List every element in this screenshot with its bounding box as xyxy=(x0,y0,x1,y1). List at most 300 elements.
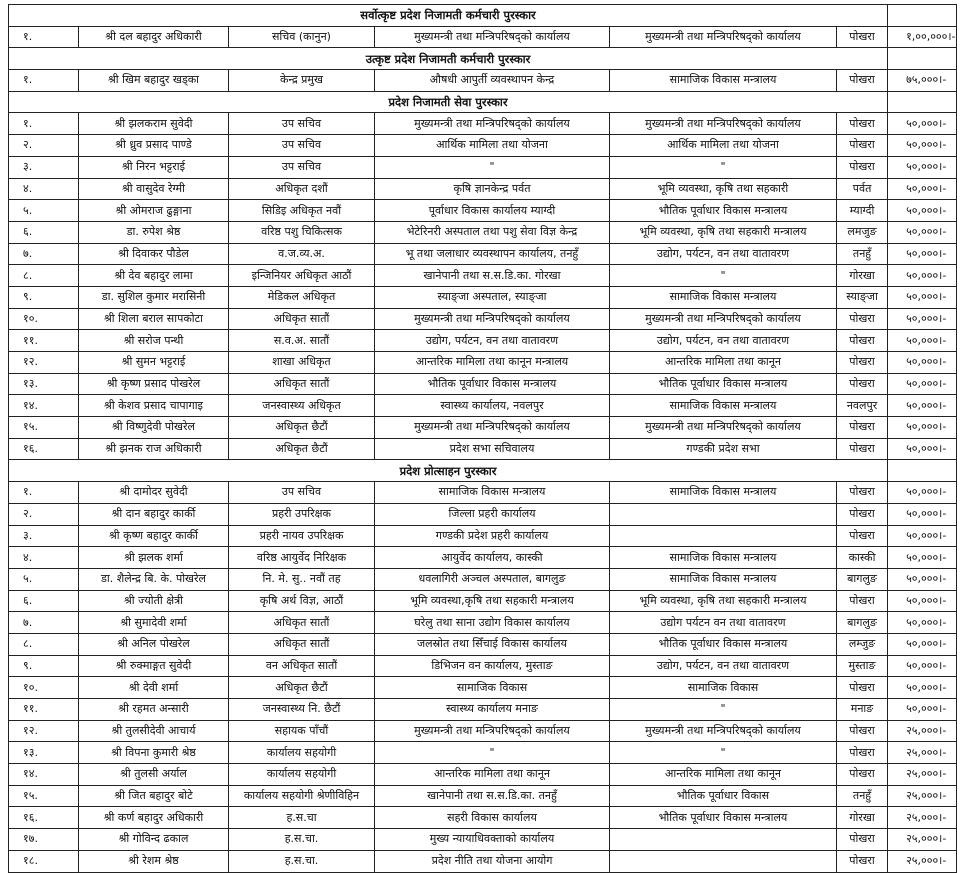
serial-number-cell: १८. xyxy=(9,850,79,872)
serial-number-cell: १. xyxy=(9,26,79,48)
serial-number-cell: ८. xyxy=(9,265,79,287)
office-cell: प्रदेश सभा सचिवालय xyxy=(375,438,610,460)
ministry-cell: सामाजिक विकास मन्त्रालय xyxy=(610,395,837,417)
ministry-cell: उद्योग, पर्यटन, वन तथा वातावरण xyxy=(610,330,837,352)
name-cell: श्री कृष्ण प्रसाद पोखरेल xyxy=(79,373,229,395)
location-cell: बागलुङ xyxy=(837,612,888,634)
name-cell: श्री झलक शर्मा xyxy=(79,547,229,569)
office-cell: स्वास्थ्य कार्यालय मनाङ xyxy=(375,699,610,721)
amount-cell: ५०,०००।- xyxy=(888,178,957,200)
table-row xyxy=(9,417,957,439)
amount-cell: ७५,०००।- xyxy=(888,70,957,92)
name-cell: श्री ज्योती क्षेत्री xyxy=(79,590,229,612)
location-cell: पोखरा xyxy=(837,135,888,157)
office-cell: सामाजिक विकास मन्त्रालय xyxy=(375,482,610,504)
ministry-cell: " xyxy=(610,156,837,178)
serial-number-cell: २. xyxy=(9,503,79,525)
location-cell: पोखरा xyxy=(837,482,888,504)
serial-number-cell: १०. xyxy=(9,308,79,330)
location-cell: पोखरा xyxy=(837,720,888,742)
ministry-cell: मुख्यमन्त्री तथा मन्त्रिपरिषद्को कार्यालय xyxy=(610,417,837,439)
serial-number-cell: ५. xyxy=(9,200,79,222)
amount-cell: ५०,०००।- xyxy=(888,525,957,547)
table-row xyxy=(9,525,957,547)
office-cell: धवलागिरी अञ्चल अस्पताल, बागलुङ xyxy=(375,568,610,590)
ministry-cell: मुख्यमन्त्री तथा मन्त्रिपरिषद्को कार्यालय xyxy=(610,113,837,135)
ministry-cell: आर्थिक मामिला तथा योजना xyxy=(610,135,837,157)
table-row xyxy=(9,807,957,829)
name-cell: श्री जित बहादुर बोटे xyxy=(79,785,229,807)
ministry-cell xyxy=(610,503,837,525)
serial-number-cell: ६. xyxy=(9,590,79,612)
name-cell: श्री ओमराज ढुङ्गाना xyxy=(79,200,229,222)
office-cell: घरेलु तथा साना उद्योग विकास कार्यालय xyxy=(375,612,610,634)
position-cell: अधिकृत छैटौं xyxy=(229,417,375,439)
table-row xyxy=(9,785,957,807)
name-cell: श्री सुमन भट्टराई xyxy=(79,352,229,374)
serial-number-cell: १३. xyxy=(9,742,79,764)
serial-number-cell: १६. xyxy=(9,807,79,829)
table-row xyxy=(9,135,957,157)
location-cell: पोखरा xyxy=(837,742,888,764)
amount-cell: ५०,०००।- xyxy=(888,135,957,157)
location-cell: पोखरा xyxy=(837,850,888,872)
table-row xyxy=(9,178,957,200)
office-cell: आर्थिक मामिला तथा योजना xyxy=(375,135,610,157)
position-cell: सिडिइ अधिकृत नवौं xyxy=(229,200,375,222)
position-cell: उप सचिव xyxy=(229,482,375,504)
serial-number-cell: १६. xyxy=(9,438,79,460)
name-cell: श्री रहमत अन्सारी xyxy=(79,699,229,721)
amount-cell: ५०,०००।- xyxy=(888,395,957,417)
ministry-cell: भौतिक पूर्वाधार विकास xyxy=(610,785,837,807)
name-cell: श्री कृष्ण बहादुर कार्की xyxy=(79,525,229,547)
office-cell: भौतिक पूर्वाधार विकास मन्त्रालय xyxy=(375,373,610,395)
amount-cell: ५०,०००।- xyxy=(888,286,957,308)
office-cell: भूमि व्यवस्था,कृषि तथा सहकारी मन्त्रालय xyxy=(375,590,610,612)
name-cell: श्री रेशम श्रेष्ठ xyxy=(79,850,229,872)
office-cell: सहरी विकास कार्यालय xyxy=(375,807,610,829)
position-cell: स.व.अ. सातौं xyxy=(229,330,375,352)
name-cell: श्री ध्रुव प्रसाद पाण्डे xyxy=(79,135,229,157)
office-cell: औषधी आपुर्ती व्यवस्थापन केन्द्र xyxy=(375,70,610,92)
amount-cell: २५,०००।- xyxy=(888,829,957,851)
location-cell: पोखरा xyxy=(837,590,888,612)
office-cell: उद्योग, पर्यटन, वन तथा वातावरण xyxy=(375,330,610,352)
amount-cell: ५०,०००।- xyxy=(888,612,957,634)
table-row xyxy=(9,612,957,634)
position-cell: कार्यालय सहयोगी xyxy=(229,742,375,764)
ministry-cell: भूमि व्यवस्था, कृषि तथा सहकारी मन्त्रालय xyxy=(610,590,837,612)
name-cell: श्री झलकराम सुवेदी xyxy=(79,113,229,135)
table-row xyxy=(9,243,957,265)
name-cell: श्री तुलसीदेवी आचार्य xyxy=(79,720,229,742)
ministry-cell: " xyxy=(610,265,837,287)
name-cell: डा. शैलेन्द्र बि. के. पोखरेल xyxy=(79,568,229,590)
ministry-cell: सामाजिक विकास मन्त्रालय xyxy=(610,70,837,92)
office-cell: कृषि ज्ञानकेन्द्र पर्वत xyxy=(375,178,610,200)
ministry-cell: " xyxy=(610,742,837,764)
table-row xyxy=(9,764,957,786)
office-cell: " xyxy=(375,742,610,764)
name-cell: श्री सरोज पन्थी xyxy=(79,330,229,352)
ministry-cell: भौतिक पूर्वाधार विकास मन्त्रालय xyxy=(610,633,837,655)
location-cell: पोखरा xyxy=(837,829,888,851)
amount-cell: ५०,०००।- xyxy=(888,243,957,265)
office-cell: मुख्य न्यायाधिवक्ताको कार्यालय xyxy=(375,829,610,851)
serial-number-cell: १. xyxy=(9,113,79,135)
table-row xyxy=(9,633,957,655)
office-cell: स्वास्थ्य कार्यालय, नवलपुर xyxy=(375,395,610,417)
section-header-row xyxy=(9,5,957,27)
position-cell: सहायक पाँचौं xyxy=(229,720,375,742)
section-title: प्रदेश प्रोत्साहन पुरस्कार xyxy=(9,460,888,482)
table-row xyxy=(9,156,957,178)
location-cell: पोखरा xyxy=(837,677,888,699)
amount-cell: ५०,०००।- xyxy=(888,655,957,677)
ministry-cell: मुख्यमन्त्री तथा मन्त्रिपरिषद्को कार्यालय xyxy=(610,26,837,48)
name-cell: श्री अनिल पोखरेल xyxy=(79,633,229,655)
table-row xyxy=(9,286,957,308)
location-cell: तनहुँ xyxy=(837,785,888,807)
ministry-cell xyxy=(610,525,837,547)
position-cell: उप सचिव xyxy=(229,113,375,135)
serial-number-cell: ३. xyxy=(9,525,79,547)
serial-number-cell: १७. xyxy=(9,829,79,851)
amount-cell: ५०,०००।- xyxy=(888,265,957,287)
amount-cell: २५,०००।- xyxy=(888,807,957,829)
name-cell: श्री केशव प्रसाद चापागाइ xyxy=(79,395,229,417)
serial-number-cell: १. xyxy=(9,70,79,92)
award-table-body xyxy=(9,5,957,873)
serial-number-cell: १४. xyxy=(9,764,79,786)
office-cell: पूर्वाधार विकास कार्यालय म्याग्दी xyxy=(375,200,610,222)
position-cell: शाखा अधिकृत xyxy=(229,352,375,374)
ministry-cell: सामाजिक विकास मन्त्रालय xyxy=(610,568,837,590)
location-cell: मनाङ xyxy=(837,699,888,721)
position-cell: कार्यालय सहयोगी श्रेणीविहिन xyxy=(229,785,375,807)
name-cell: श्री दल बहादुर अधिकारी xyxy=(79,26,229,48)
section-title: सर्वोत्कृष्ट प्रदेश निजामती कर्मचारी पुरस्कार xyxy=(9,5,888,27)
ministry-cell: भौतिक पूर्वाधार विकास मन्त्रालय xyxy=(610,807,837,829)
serial-number-cell: ११. xyxy=(9,330,79,352)
table-row xyxy=(9,26,957,48)
table-row xyxy=(9,482,957,504)
office-cell: प्रदेश नीति तथा योजना आयोग xyxy=(375,850,610,872)
name-cell: श्री सुमादेवी शर्मा xyxy=(79,612,229,634)
name-cell: श्री दामोदर सुवेदी xyxy=(79,482,229,504)
ministry-cell: आन्तरिक मामिला तथा कानून xyxy=(610,352,837,374)
section-title: प्रदेश निजामती सेवा पुरस्कार xyxy=(9,91,888,113)
amount-cell: ५०,०००।- xyxy=(888,221,957,243)
location-cell: बागलुङ xyxy=(837,568,888,590)
location-cell: पोखरा xyxy=(837,503,888,525)
office-cell: जलस्रोत तथा सिँचाई विकास कार्यालय xyxy=(375,633,610,655)
name-cell: श्री कर्ण बहादुर अधिकारी xyxy=(79,807,229,829)
table-row xyxy=(9,720,957,742)
table-row xyxy=(9,568,957,590)
table-row xyxy=(9,330,957,352)
section-header-blank-cell xyxy=(888,5,957,27)
location-cell: स्याङ्जा xyxy=(837,286,888,308)
position-cell: व.ज.व्य.अ. xyxy=(229,243,375,265)
amount-cell: ५०,०००।- xyxy=(888,699,957,721)
amount-cell: ५०,०००।- xyxy=(888,633,957,655)
table-row xyxy=(9,590,957,612)
serial-number-cell: १४. xyxy=(9,395,79,417)
serial-number-cell: ३. xyxy=(9,156,79,178)
table-row xyxy=(9,70,957,92)
ministry-cell: सामाजिक विकास मन्त्रालय xyxy=(610,547,837,569)
location-cell: पोखरा xyxy=(837,156,888,178)
amount-cell: ५०,०००।- xyxy=(888,503,957,525)
name-cell: श्री गोविन्द ढकाल xyxy=(79,829,229,851)
location-cell: पोखरा xyxy=(837,113,888,135)
office-cell: गण्डकी प्रदेश प्रहरी कार्यालय xyxy=(375,525,610,547)
location-cell: पोखरा xyxy=(837,525,888,547)
table-row xyxy=(9,829,957,851)
position-cell: ह.स.चा xyxy=(229,807,375,829)
location-cell: पोखरा xyxy=(837,26,888,48)
amount-cell: ५०,०००।- xyxy=(888,677,957,699)
location-cell: पोखरा xyxy=(837,417,888,439)
location-cell: मुस्ताङ xyxy=(837,655,888,677)
location-cell: पर्वत xyxy=(837,178,888,200)
position-cell: सचिव (कानुन) xyxy=(229,26,375,48)
name-cell: श्री विष्णुदेवी पोखरेल xyxy=(79,417,229,439)
table-row xyxy=(9,850,957,872)
amount-cell: ५०,०००।- xyxy=(888,113,957,135)
serial-number-cell: ८. xyxy=(9,633,79,655)
office-cell: आन्तरिक मामिला तथा कानून xyxy=(375,764,610,786)
position-cell: अधिकृत सातौं xyxy=(229,308,375,330)
location-cell: लम्जुङ xyxy=(837,633,888,655)
office-cell: खानेपानी तथा स.स.डि.का. तनहुँ xyxy=(375,785,610,807)
table-row xyxy=(9,308,957,330)
ministry-cell: सामाजिक विकास मन्त्रालय xyxy=(610,286,837,308)
position-cell: उप सचिव xyxy=(229,135,375,157)
name-cell: श्री रुक्माङ्गत सुवेदी xyxy=(79,655,229,677)
name-cell: श्री दिवाकर पौडेल xyxy=(79,243,229,265)
ministry-cell: सामाजिक विकास xyxy=(610,677,837,699)
position-cell: अधिकृत सातौं xyxy=(229,373,375,395)
amount-cell: ५०,०००।- xyxy=(888,590,957,612)
ministry-cell: " xyxy=(610,699,837,721)
location-cell: पोखरा xyxy=(837,308,888,330)
serial-number-cell: २. xyxy=(9,135,79,157)
location-cell: नवलपुर xyxy=(837,395,888,417)
position-cell: इन्जिनियर अधिकृत आठौं xyxy=(229,265,375,287)
amount-cell: २५,०००।- xyxy=(888,742,957,764)
amount-cell: ५०,०००।- xyxy=(888,547,957,569)
table-row xyxy=(9,113,957,135)
amount-cell: ५०,०००।- xyxy=(888,308,957,330)
serial-number-cell: ५. xyxy=(9,568,79,590)
office-cell: मुख्यमन्त्री तथा मन्त्रिपरिषद्को कार्यालय xyxy=(375,720,610,742)
name-cell: डा. सुशिल कुमार मरासिनी xyxy=(79,286,229,308)
table-row xyxy=(9,503,957,525)
location-cell: लमजुङ xyxy=(837,221,888,243)
ministry-cell: मुख्यमन्त्री तथा मन्त्रिपरिषद्को कार्यालय xyxy=(610,720,837,742)
amount-cell: २५,०००।- xyxy=(888,785,957,807)
name-cell: श्री वासुदेव रेग्मी xyxy=(79,178,229,200)
ministry-cell: गण्डकी प्रदेश सभा xyxy=(610,438,837,460)
serial-number-cell: १२. xyxy=(9,720,79,742)
table-row xyxy=(9,200,957,222)
amount-cell: २५,०००।- xyxy=(888,720,957,742)
name-cell: श्री विपना कुमारी श्रेष्ठ xyxy=(79,742,229,764)
serial-number-cell: ७. xyxy=(9,612,79,634)
table-row xyxy=(9,221,957,243)
serial-number-cell: ७. xyxy=(9,243,79,265)
amount-cell: ५०,०००।- xyxy=(888,482,957,504)
location-cell: गोरखा xyxy=(837,265,888,287)
position-cell: प्रहरी उपरिक्षक xyxy=(229,503,375,525)
office-cell: मुख्यमन्त्री तथा मन्त्रिपरिषद्को कार्यालय xyxy=(375,417,610,439)
location-cell: पोखरा xyxy=(837,373,888,395)
position-cell: प्रहरी नायव उपरिक्षक xyxy=(229,525,375,547)
section-header-blank-cell xyxy=(888,48,957,70)
name-cell: श्री दान बहादुर कार्की xyxy=(79,503,229,525)
location-cell: म्याग्दी xyxy=(837,200,888,222)
serial-number-cell: ९. xyxy=(9,286,79,308)
amount-cell: ५०,०००।- xyxy=(888,438,957,460)
name-cell: डा. रुपेश श्रेष्ठ xyxy=(79,221,229,243)
amount-cell: २५,०००।- xyxy=(888,850,957,872)
ministry-cell: उद्योग, पर्यटन, वन तथा वातावरण xyxy=(610,243,837,265)
serial-number-cell: ६. xyxy=(9,221,79,243)
name-cell: श्री निरन भट्टराई xyxy=(79,156,229,178)
position-cell: कृषि अर्थ विज्ञ, आठौं xyxy=(229,590,375,612)
location-cell: पोखरा xyxy=(837,70,888,92)
location-cell: पोखरा xyxy=(837,438,888,460)
amount-cell: ५०,०००।- xyxy=(888,373,957,395)
section-header-row xyxy=(9,460,957,482)
amount-cell: ५०,०००।- xyxy=(888,330,957,352)
location-cell: पोखरा xyxy=(837,764,888,786)
position-cell: अधिकृत सातौं xyxy=(229,633,375,655)
position-cell: वरिष्ठ पशु चिकित्सक xyxy=(229,221,375,243)
position-cell: केन्द्र प्रमुख xyxy=(229,70,375,92)
name-cell: श्री देवी शर्मा xyxy=(79,677,229,699)
office-cell: सामाजिक विकास xyxy=(375,677,610,699)
office-cell: " xyxy=(375,156,610,178)
name-cell: श्री झनक राज अधिकारी xyxy=(79,438,229,460)
location-cell: पोखरा xyxy=(837,352,888,374)
position-cell: अधिकृत छैटौं xyxy=(229,438,375,460)
position-cell: ह.स.चा. xyxy=(229,829,375,851)
position-cell: कार्यालय सहयोगी xyxy=(229,764,375,786)
office-cell: भेटेरिनरी अस्पताल तथा पशु सेवा विज्ञ केन्द्र xyxy=(375,221,610,243)
section-header-blank-cell xyxy=(888,91,957,113)
location-cell: तनहुँ xyxy=(837,243,888,265)
office-cell: मुख्यमन्त्री तथा मन्त्रिपरिषद्को कार्यालय xyxy=(375,26,610,48)
amount-cell: २५,०००।- xyxy=(888,764,957,786)
ministry-cell: मुख्यमन्त्री तथा मन्त्रिपरिषद्को कार्यालय xyxy=(610,308,837,330)
office-cell: आन्तरिक मामिला तथा कानून मन्त्रालय xyxy=(375,352,610,374)
ministry-cell: भौतिक पूर्वाधार विकास मन्त्रालय xyxy=(610,373,837,395)
position-cell: ह.स.चा. xyxy=(229,850,375,872)
table-row xyxy=(9,677,957,699)
amount-cell: ५०,०००।- xyxy=(888,417,957,439)
table-row xyxy=(9,655,957,677)
serial-number-cell: १२. xyxy=(9,352,79,374)
office-cell: मुख्यमन्त्री तथा मन्त्रिपरिषद्को कार्यालय xyxy=(375,308,610,330)
serial-number-cell: ११. xyxy=(9,699,79,721)
amount-cell: ५०,०००।- xyxy=(888,200,957,222)
serial-number-cell: ४. xyxy=(9,178,79,200)
serial-number-cell: १३. xyxy=(9,373,79,395)
position-cell: नि. मे. सु.. नवौं तह xyxy=(229,568,375,590)
section-title: उत्कृष्ट प्रदेश निजामती कर्मचारी पुरस्कार xyxy=(9,48,888,70)
section-header-row xyxy=(9,48,957,70)
amount-cell: ५०,०००।- xyxy=(888,352,957,374)
name-cell: श्री देव बहादुर लामा xyxy=(79,265,229,287)
position-cell: अधिकृत सातौं xyxy=(229,612,375,634)
section-header-row xyxy=(9,91,957,113)
table-row xyxy=(9,547,957,569)
position-cell: जनस्वास्थ्य अधिकृत xyxy=(229,395,375,417)
serial-number-cell: १५. xyxy=(9,417,79,439)
office-cell: जिल्ला प्रहरी कार्यालय xyxy=(375,503,610,525)
serial-number-cell: १. xyxy=(9,482,79,504)
amount-cell: ५०,०००।- xyxy=(888,568,957,590)
name-cell: श्री शिला बराल सापकोटा xyxy=(79,308,229,330)
ministry-cell: आन्तरिक मामिला तथा कानून xyxy=(610,764,837,786)
office-cell: स्याङ्जा अस्पताल, स्याङ्जा xyxy=(375,286,610,308)
award-table xyxy=(8,4,957,873)
position-cell: जनस्वास्थ्य नि. छैटौं xyxy=(229,699,375,721)
table-row xyxy=(9,265,957,287)
position-cell: अधिकृत छैटौं xyxy=(229,677,375,699)
table-row xyxy=(9,352,957,374)
table-row xyxy=(9,395,957,417)
serial-number-cell: ४. xyxy=(9,547,79,569)
office-cell: आयुर्वेद कार्यालय, कास्की xyxy=(375,547,610,569)
ministry-cell: उद्योग, पर्यटन, वन तथा वातावरण xyxy=(610,655,837,677)
amount-cell: १,००,०००।- xyxy=(888,26,957,48)
section-header-blank-cell xyxy=(888,460,957,482)
serial-number-cell: ९. xyxy=(9,655,79,677)
office-cell: डिभिजन वन कार्यालय, मुस्ताङ xyxy=(375,655,610,677)
table-row xyxy=(9,699,957,721)
position-cell: उप सचिव xyxy=(229,156,375,178)
name-cell: श्री तुलसी अर्याल xyxy=(79,764,229,786)
ministry-cell: भूमि व्यवस्था, कृषि तथा सहकारी मन्त्रालय xyxy=(610,221,837,243)
office-cell: भू तथा जलाधार व्यवस्थापन कार्यालय, तनहुँ xyxy=(375,243,610,265)
amount-cell: ५०,०००।- xyxy=(888,156,957,178)
position-cell: वन अधिकृत सातौं xyxy=(229,655,375,677)
ministry-cell: भौतिक पूर्वाधार विकास मन्त्रालय xyxy=(610,200,837,222)
ministry-cell xyxy=(610,850,837,872)
table-row xyxy=(9,373,957,395)
position-cell: वरिष्ठ आयुर्वेद निरिक्षक xyxy=(229,547,375,569)
serial-number-cell: १०. xyxy=(9,677,79,699)
location-cell: कास्की xyxy=(837,547,888,569)
serial-number-cell: १५. xyxy=(9,785,79,807)
table-row xyxy=(9,438,957,460)
position-cell: अधिकृत दशौं xyxy=(229,178,375,200)
ministry-cell: उद्योग पर्यटन वन तथा वातावरण xyxy=(610,612,837,634)
ministry-cell xyxy=(610,829,837,851)
location-cell: गोरखा xyxy=(837,807,888,829)
position-cell: मेडिकल अधिकृत xyxy=(229,286,375,308)
location-cell: पोखरा xyxy=(837,330,888,352)
office-cell: खानेपानी तथा स.स.डि.का. गोरखा xyxy=(375,265,610,287)
office-cell: मुख्यमन्त्री तथा मन्त्रिपरिषद्को कार्यालय xyxy=(375,113,610,135)
table-row xyxy=(9,742,957,764)
ministry-cell: सामाजिक विकास मन्त्रालय xyxy=(610,482,837,504)
